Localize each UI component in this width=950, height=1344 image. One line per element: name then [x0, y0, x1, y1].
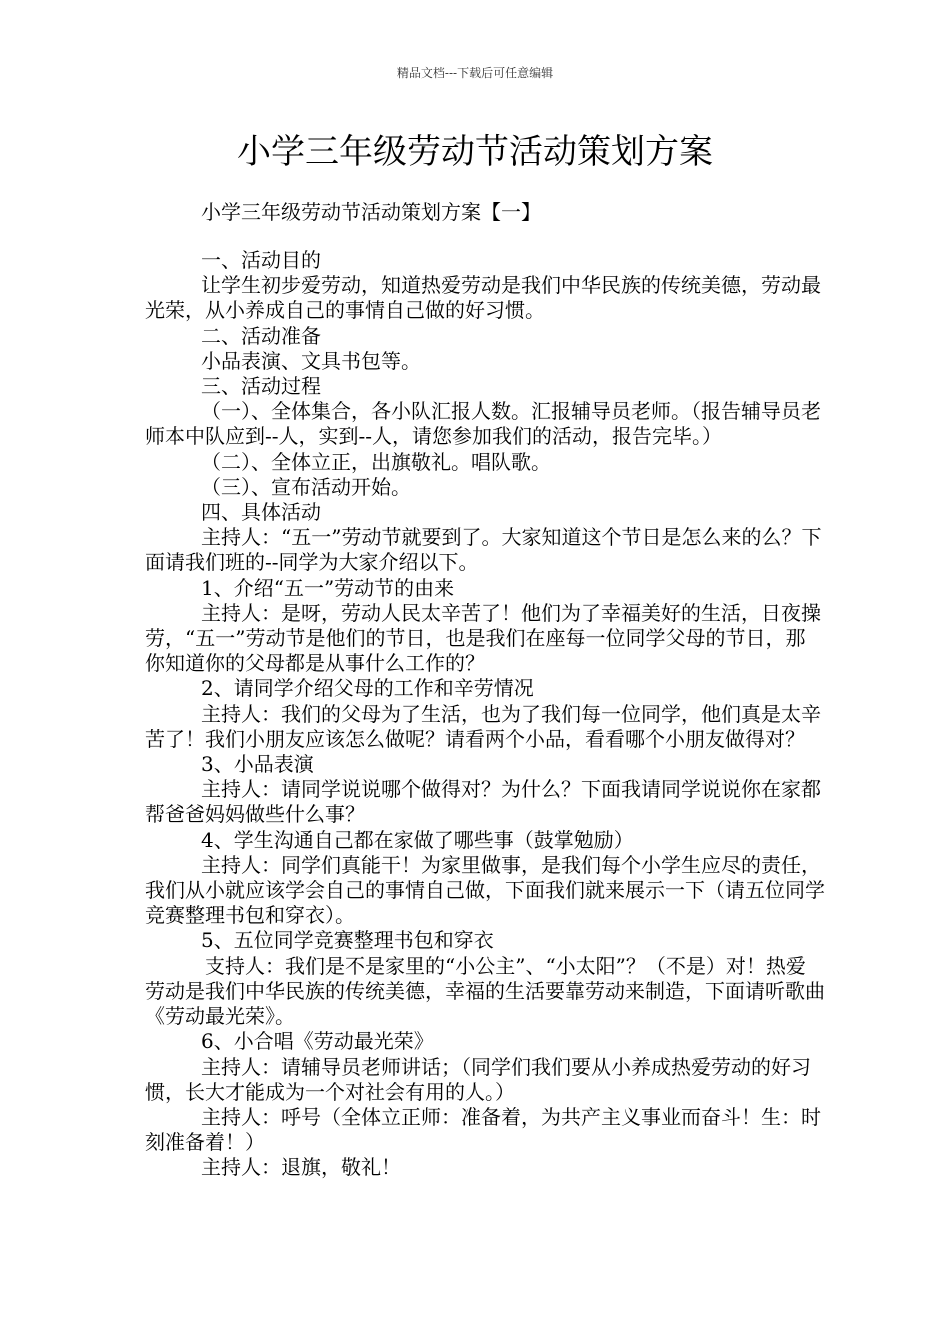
item-heading-6: 6、小合唱《劳动最光荣》: [201, 1029, 434, 1054]
paragraph-host-3: 主持人：请同学说说哪个做得对？为什么？下面我请同学说说你在家都帮爸爸妈妈做些什么事？: [145, 777, 821, 827]
page-header: 精品文档---下载后可任意编辑: [396, 66, 554, 80]
section-heading-process: 三、活动过程: [201, 374, 321, 399]
item-heading-4: 4、学生沟通自己都在家做了哪些事（鼓掌勉励）: [201, 827, 634, 852]
paragraph-host-1: 主持人：是呀，劳动人民太辛苦了！他们为了幸福美好的生活，日夜操劳，“五一”劳动节是他们的节日，也是我们在座每一位同学父母的节日，那你知道你的父母都是从事什么工作的？: [145, 600, 821, 676]
item-heading-5: 5、五位同学竞赛整理书包和穿衣: [201, 928, 494, 953]
paragraph-process-3: （三）、宣布活动开始。: [201, 474, 411, 499]
paragraph-host-8: 主持人：退旗，敬礼！: [201, 1155, 401, 1180]
item-heading-1: 1、介绍“五一”劳动节的由来: [201, 575, 455, 600]
document-body: [145, 248, 825, 1181]
section-heading-purpose: 一、活动目的: [201, 248, 321, 272]
document-subtitle: 小学三年级劳动节活动策划方案【一】: [201, 200, 541, 224]
paragraph-process-2: （二）、全体立正，出旗敬礼。唱队歌。: [201, 449, 551, 474]
paragraph-host-4: 主持人：同学们真能干！为家里做事，是我们每个小学生应尽的责任，我们从小就应该学会自己的事情自己做，下面我们就来展示一下（请五位同学竞赛整理书包和穿衣）。: [145, 852, 825, 928]
paragraph-host-intro: 主持人：“五一”劳动节就要到了。大家知道这个节日是怎么来的么？下面请我们班的--同学为大家介绍以下。: [145, 525, 822, 575]
paragraph-host-5: 支持人：我们是不是家里的“小公主”、“小太阳”？（不是）对！热爱劳动是我们中华民族的传统美德，幸福的生活要靠劳动来制造，下面请听歌曲《劳动最光荣》。: [145, 953, 825, 1029]
section-heading-activities: 四、具体活动: [201, 500, 321, 525]
item-heading-3: 3、小品表演: [201, 752, 314, 777]
document-title: 小学三年级劳动节活动策划方案: [237, 132, 713, 172]
paragraph-process-1: （一）、全体集合，各小队汇报人数。汇报辅导员老师。（报告辅导员老师本中队应到--人，实到--人，请您参加我们的活动，报告完毕。）: [145, 399, 821, 449]
paragraph-purpose: 让学生初步爱劳动，知道热爱劳动是我们中华民族的传统美德，劳动最光荣，从小养成自己的事情自己做的好习惯。: [145, 273, 821, 323]
section-heading-preparation: 二、活动准备: [201, 323, 321, 348]
paragraph-preparation: 小品表演、文具书包等。: [201, 348, 421, 373]
paragraph-host-7: 主持人：呼号（全体立正师：准备着，为共产主义事业而奋斗！生：时刻准备着！）: [145, 1104, 821, 1155]
paragraph-host-6: 主持人：请辅导员老师讲话；（同学们我们要从小养成热爱劳动的好习惯，长大才能成为一个对社会有用的人。）: [145, 1054, 811, 1104]
paragraph-host-2: 主持人：我们的父母为了生活，也为了我们每一位同学，他们真是太辛苦了！我们小朋友应该怎么做呢？请看两个小品，看看哪个小朋友做得对？: [145, 701, 821, 751]
item-heading-2: 2、请同学介绍父母的工作和辛劳情况: [201, 676, 534, 701]
